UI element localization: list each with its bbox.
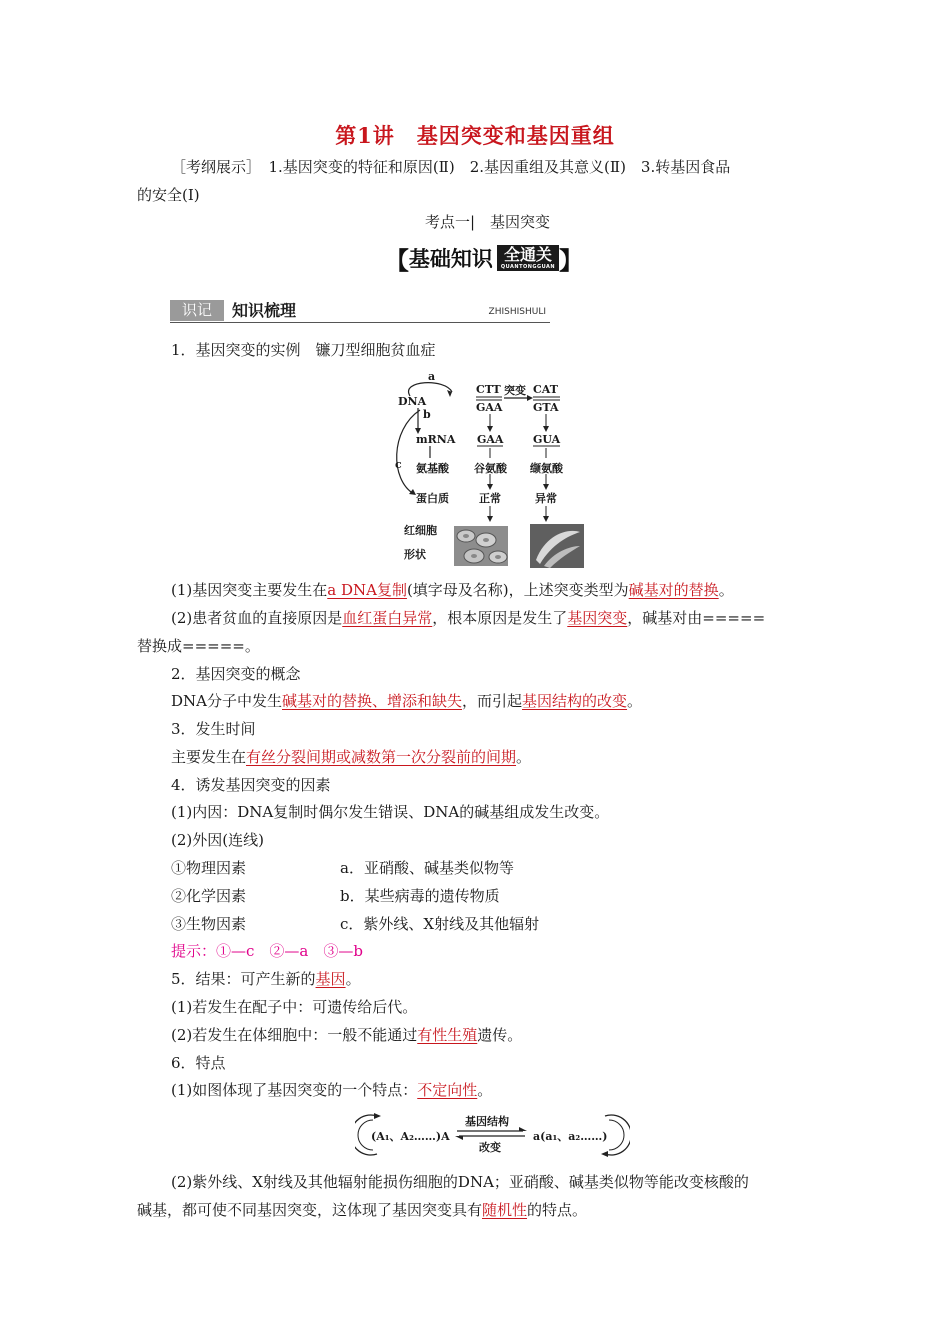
section-header [170,300,550,323]
banner-right-bracket: 】 [559,246,584,275]
label-valine: 缬氨酸 [530,462,563,475]
item-5-gamete: (1)若发生在配子中：可遗传给后代。 [171,998,418,1016]
item-6-heading: 6．特点 [171,1054,226,1072]
item-6-feature-2-line-1: (2)紫外线、X射线及其他辐射能损伤细胞的DNA；亚硝酸、碱基类似物等能改变核酸的 [171,1173,749,1191]
label-abnormal: 异常 [535,492,557,505]
label-small-a: a(a₁、a₂……) [533,1130,608,1143]
factor-1-right: a．亚硝酸、碱基类似物等 [340,859,514,877]
item-1-heading: 1．基因突变的实例 镰刀型细胞贫血症 [171,341,436,359]
item-2-heading: 2．基因突变的概念 [171,665,301,683]
item-3-text: 主要发生在有丝分裂间期或减数第一次分裂前的间期。 [171,748,532,766]
normal-cell-image [454,526,508,566]
banner-box-text: 全通关 [503,245,552,264]
answer-dna-replication: a DNA复制 [327,581,407,599]
banner-box-small: QUANTONGGUAN [500,264,556,270]
label-gaa-codon: GAA [477,433,504,446]
label-change: 改变 [479,1141,501,1154]
label-dna: DNA [398,395,427,408]
question-2-line-2: 替换成=====。 [137,637,260,655]
answer-gene: 基因 [315,970,346,988]
question-2: (2)患者贫血的直接原因是血红蛋白异常，根本原因是发生了基因突变，碱基对由===== [171,609,766,627]
page-title: 第1讲 基因突变和基因重组 [335,123,615,148]
label-gta: GTA [533,401,559,414]
factor-2-left: ②化学因素 [171,887,247,905]
label-shape: 形状 [404,548,426,561]
banner-left-bracket: 【 [384,246,409,275]
syllabus-line-1: ［考纲展示］ 1.基因突变的特征和原因(Ⅱ) 2.基因重组及其意义(Ⅱ) 3.转基因食品 [171,158,731,176]
answer-randomness: 随机性 [482,1201,528,1219]
banner-text: 基础知识 [408,247,493,271]
answer-non-directional: 不定向性 [417,1081,478,1099]
label-normal: 正常 [479,492,501,505]
label-cat: CAT [533,383,558,396]
label-protein: 蛋白质 [416,492,449,505]
item-6-feature-1: (1)如图体现了基因突变的一个特点：不定向性。 [171,1081,493,1099]
label-amino-acid: 氨基酸 [416,462,449,475]
factor-2-right: b．某些病毒的遗传物质 [340,887,500,905]
factor-3-right: c．紫外线、X射线及其他辐射 [340,915,540,933]
item-3-heading: 3．发生时间 [171,720,256,738]
factor-1-left: ①物理因素 [171,859,247,877]
label-rbc: 红细胞 [404,524,437,537]
section-tag: 识记 [170,300,224,321]
item-5-somatic: (2)若发生在体细胞中：一般不能通过有性生殖遗传。 [171,1026,523,1044]
label-gua-codon: GUA [533,433,561,446]
section-pinyin: ZHISHISHULI [488,307,546,317]
label-mutation: 突变 [504,384,526,397]
banner-box [497,245,559,271]
item-4-external: (2)外因(连线) [171,831,264,849]
label-big-a: (A₁、A₂……)A [371,1130,450,1143]
item-4-heading: 4．诱发基因突变的因素 [171,776,331,794]
section-banner [373,242,595,274]
answer-interphase: 有丝分裂间期或减数第一次分裂前的间期 [246,748,517,766]
question-1: (1)基因突变主要发生在a DNA复制(填字母及名称)，上述突变类型为碱基对的替换。 [171,581,734,599]
answer-gene-structure: 基因结构的改变 [522,692,628,710]
label-gene-structure: 基因结构 [465,1115,509,1128]
label-gaa-dna: GAA [476,401,503,414]
section-name: 知识梳理 [232,301,297,320]
item-6-feature-2-line-2: 碱基，都可使不同基因突变，这体现了基因突变具有随机性的特点。 [137,1201,588,1219]
answer-hemoglobin: 血红蛋白异常 [342,609,433,627]
hint: 提示：①—c ②—a ③—b [171,942,363,960]
answer-gene-mutation: 基因突变 [567,609,628,627]
label-glutamate: 谷氨酸 [474,462,507,475]
label-ctt: CTT [476,383,501,396]
item-5-heading: 5．结果：可产生新的基因。 [171,970,361,988]
answer-base-changes: 碱基对的替换、增添和缺失 [282,692,463,710]
item-2-text: DNA分子中发生碱基对的替换、增添和缺失，而引起基因结构的改变。 [171,692,643,710]
topic-heading: 考点一| 基因突变 [425,213,551,231]
sickle-cell-image [530,524,584,568]
answer-base-substitution: 碱基对的替换 [628,581,719,599]
mutation-direction-diagram [355,1108,630,1160]
label-a: a [428,370,436,383]
label-c: c [395,458,402,471]
factor-3-left: ③生物因素 [171,915,247,933]
label-b: b [423,408,431,421]
answer-sexual-reproduction: 有性生殖 [417,1026,478,1044]
item-4-internal: (1)内因：DNA复制时偶尔发生错误、DNA的碱基组成发生改变。 [171,803,610,821]
syllabus-line-2: 的安全(Ⅰ) [137,186,200,204]
sickle-cell-diagram [390,370,590,570]
label-mrna: mRNA [416,433,456,446]
